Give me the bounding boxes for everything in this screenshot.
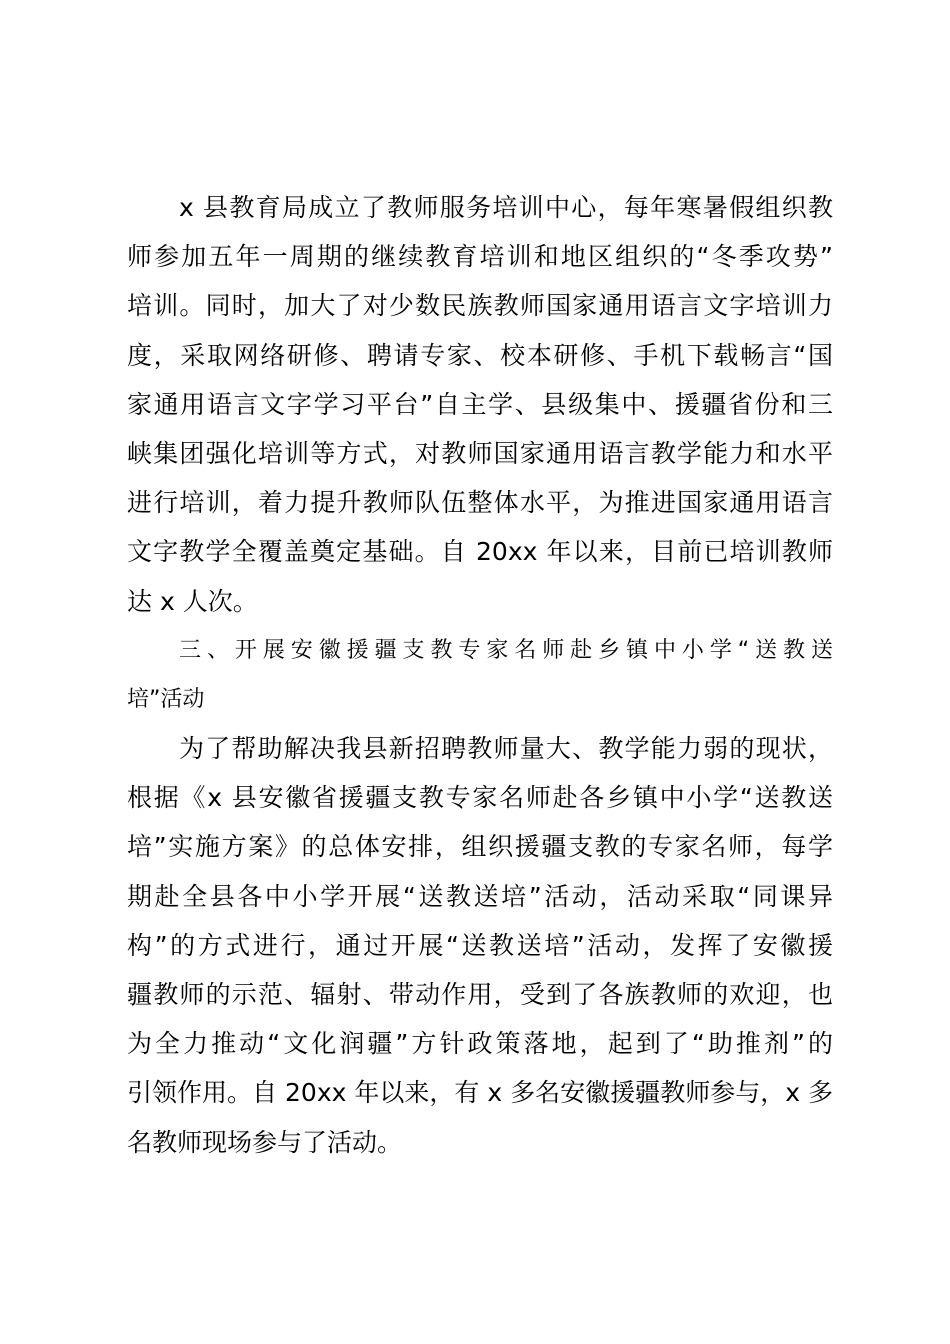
body-text-line: 为全力推动“文化润疆”方针政策落地，起到了“助推剂”的 [127,1029,833,1059]
body-text-line: 培训。同时，加大了对少数民族教师国家通用语言文字培训力 [127,291,833,321]
body-text-line: 疆教师的示范、辐射、带动作用，受到了各族教师的欢迎，也 [127,980,833,1009]
document-body [127,183,833,1167]
body-text-line: 师参加五年一周期的继续教育培训和地区组织的“冬季攻势” [127,242,833,272]
body-text-line: 构”的方式进行，通过开展“送教送培”活动，发挥了安徽援 [127,930,833,960]
body-text-line: 进行培训，着力提升教师队伍整体水平，为推进国家通用语言 [127,488,833,518]
section-heading-line: 培”活动 [127,686,205,712]
body-text-line: 培”实施方案》的总体安排，组织援疆支教的专家名师，每学 [127,832,833,862]
body-text-line: 度，采取网络研修、聘请专家、校本研修、手机下载畅言“国 [127,340,833,370]
body-text-line: 达 x 人次。 [127,586,258,616]
body-text-line: 文字教学全覆盖奠定基础。自 20xx 年以来，目前已培训教师 [127,537,833,567]
body-text-line: 引领作用。自 20xx 年以来，有 x 多名安徽援疆教师参与，x 多 [127,1078,833,1108]
section-heading-line: 三、开展安徽援疆支教专家名师赴乡镇中小学“送教送 [179,637,833,663]
body-text-line: 为了帮助解决我县新招聘教师量大、教学能力弱的现状， [179,734,833,764]
body-text-line: 根据《x 县安徽省援疆支教专家名师赴各乡镇中小学“送教送 [127,783,833,813]
body-text-line: 名教师现场参与了活动。 [127,1127,403,1157]
body-text-line: 期赴全县各中小学开展“送教送培”活动，活动采取“同课异 [127,881,833,911]
body-text-line: 峡集团强化培训等方式，对教师国家通用语言教学能力和水平 [127,438,833,468]
body-text-line: x 县教育局成立了教师服务培训中心，每年寒暑假组织教 [179,193,833,222]
body-text-line: 家通用语言文字学习平台”自主学、县级集中、援疆省份和三 [127,389,833,419]
